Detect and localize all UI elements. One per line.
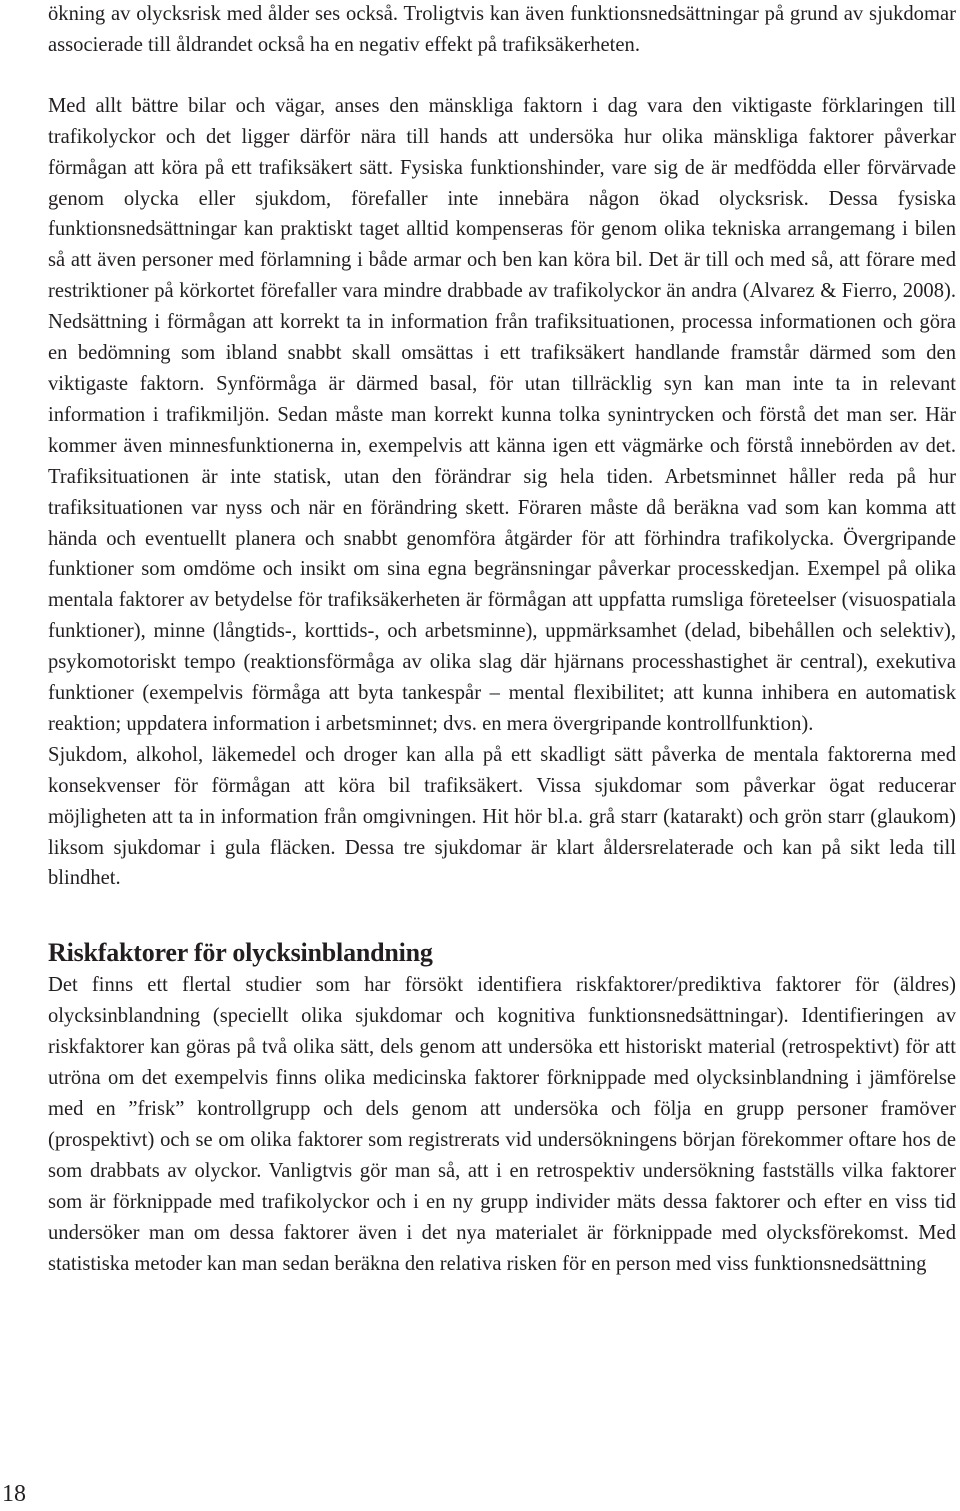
paragraph-risk-factors: Det finns ett flertal studier som har försökt identifiera riskfaktorer/prediktiva faktorer för (äldres) olycksinblandning (speciellt olika sjukdomar och kognitiva funktionsnedsättningar). Identifieringen av riskfaktorer kan göras på två olika sätt, dels genom att undersöka ett historiskt material (retrospektivt) för att utröna om det exempelvis finns olika medicinska faktorer förknippade med olycksinblandning i jämförelse med en ”frisk” kontrollgrupp och dels genom att undersöka och följa en grupp personer framöver (prospektivt) och se om olika faktorer som registrerats vid undersökningens början förekommer oftare hos de som drabbats av olyckor. Vanligtvis gör man så, att i en retrospektiv undersökning fastställs vilka faktorer som är förknippade med trafikolyckor och i en ny grupp individer mäts dessa faktorer och efter en viss tid undersöker man om dessa faktorer även i det nya materialet är förknippade med olycksförekomst. Med statistiska metoder kan man sedan beräkna den relativa risken för en person med viss funktionsnedsättning [48, 974, 956, 1275]
paragraph-human-factors: Med allt bättre bilar och vägar, anses den mänskliga faktorn i dag vara den viktigaste förklaringen till trafikolyckor och det ligger därför nära till hands att undersöka hur olika mänskliga faktorer påverkar förmågan att köra på ett trafiksäkert sätt. Fysiska funktionshinder, vare sig de är medfödda eller förvärvade genom olycka eller sjukdom, förefaller inte innebära någon ökad olycksrisk. Dessa fysiska funktionsnedsättningar kan praktiskt taget alltid kompenseras för genom olika tekniska arrangemang i bilen så att även personer med förlamning i både armar och ben kan köra bil. Det är till och med så, att förare med restriktioner på körkortet förefaller vara mindre drabbade av trafikolyckor än andra (Alvarez & Fierro, 2008). Nedsättning i förmågan att korrekt ta in information från trafiksituationen, processa informationen och göra en bedömning som ibland snabbt skall omsättas i ett trafiksäkert handlande framstår därmed som den viktigaste faktorn. Synförmåga är därmed basal, för utan tillräcklig syn kan man inte ta in relevant information i trafikmiljön. Sedan måste man korrekt kunna tolka synintrycken och förstå det man ser. Här kommer även minnesfunktionerna in, exempelvis att känna igen ett vägmärke och förstå innebörden av det. Trafiksituationen är inte statisk, utan den förändrar sig hela tiden. Arbetsminnet håller reda på hur trafiksituationen var nyss och när en förändring skett. Föraren måste då beräkna vad som kan komma att hända och eventuellt planera och snabbt genomföra åtgärder för att förhindra trafikolycka. Övergripande funktioner som omdöme och insikt om sina egna begränsningar påverkar processkedjan. Exempel på olika mentala faktorer av betydelse för trafiksäkerheten är förmågan att uppfatta rumsliga företeelser (visuospatiala funktioner), minne (långtids-, korttids-, och arbetsminne), uppmärksamhet (delad, bibehållen och selektiv), psykomotoriskt tempo (reaktionsförmåga av olika slag där hjärnans processhastighet är central), exekutiva funktioner (exempelvis förmåga att byta tankespår – mental flexibilitet; att kunna inhibera en automatisk reaktion; uppdatera information i arbetsminnet; dvs. en mera övergripande kontrollfunktion). [48, 94, 956, 735]
document-page [48, 0, 956, 1279]
paragraph-continued: ökning av olycksrisk med ålder ses också. Troligtvis kan även funktionsnedsättningar på grund av sjukdomar associerade till åldrandet också ha en negativ effekt på trafiksäkerheten. [48, 3, 956, 56]
paragraph-diseases: Sjukdom, alkohol, läkemedel och droger kan alla på ett skadligt sätt påverka de mentala faktorerna med konsekvenser för förmågan att köra bil trafiksäkert. Vissa sjukdomar som påverkar ögat reducerar möjligheten att ta in information från omgivningen. Hit hör bl.a. grå starr (katarakt) och grön starr (glaukom) liksom sjukdomar i gula fläcken. Dessa tre sjukdomar är klart åldersrelaterade och kan på sikt leda till blindhet. [48, 743, 956, 890]
page-number: 18 [2, 1481, 26, 1507]
section-heading: Riskfaktorer för olycksinblandning [48, 938, 433, 968]
